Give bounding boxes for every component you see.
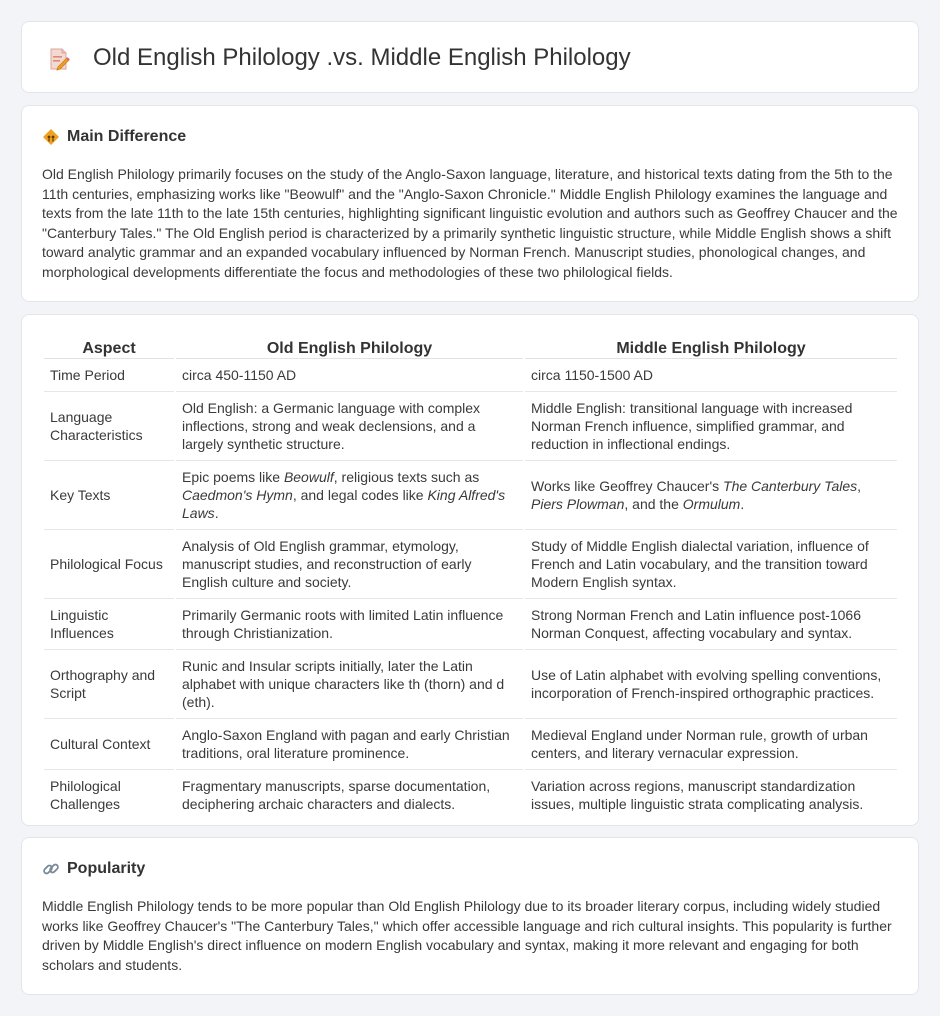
aspect-cell: Linguistic Influences — [44, 599, 174, 650]
header-card — [21, 21, 919, 93]
middle-english-cell: circa 1150-1500 AD — [525, 359, 897, 392]
main-difference-card — [21, 105, 919, 302]
old-english-cell: Runic and Insular scripts initially, later the Latin alphabet with unique characters like th (thorn) and d (eth). — [176, 650, 523, 719]
popularity-text: Middle English Philology tends to be more popular than Old English Philology due to its broader literary corpus, including widely studied works like Geoffrey Chaucer's "The Canterbury Tales," which offer accessible language and rich cultural insights. This popularity is further driven by Middle English's direct influence on modern English vocabulary and syntax, making it more relevant and engaging for both scholars and students. — [42, 898, 892, 973]
aspect-cell: Philological Challenges — [50, 778, 121, 812]
header-aspect: Aspect — [44, 335, 174, 359]
table-row — [44, 359, 897, 392]
aspect-cell: Key Texts — [44, 461, 174, 530]
main-difference-header — [42, 128, 186, 146]
middle-english-cell: Strong Norman French and Latin influence post-1066 Norman Conquest, affecting vocabulary and syntax. — [525, 599, 897, 650]
text-title-alfred: King Alfred's Laws — [182, 487, 506, 521]
table-row — [44, 650, 897, 719]
middle-english-cell: Variation across regions, manuscript standardization issues, multiple linguistic strata complicating analysis. — [531, 778, 864, 812]
text-title-ormulum: Ormulum — [682, 496, 741, 512]
aspect-cell: Time Period — [44, 359, 174, 392]
main-difference-heading: Main Difference — [67, 128, 187, 145]
middle-english-cell: Works like Geoffrey Chaucer's The Canterbury Tales, Piers Plowman, and the Ormulum. — [525, 461, 897, 530]
comparison-table-card — [21, 314, 919, 826]
text-title-beowulf: Beowulf — [283, 469, 334, 485]
old-english-cell: Old English: a Germanic language with complex inflections, strong and weak declensions, and a largely synthetic structure. — [176, 392, 523, 461]
table-row — [44, 599, 897, 650]
old-english-cell: Analysis of Old English grammar, etymology, manuscript studies, and reconstruction of early English culture and society. — [176, 530, 523, 599]
popularity-card — [21, 837, 919, 995]
document-pen-icon — [48, 47, 70, 71]
aspect-cell: Philological Focus — [44, 530, 174, 599]
old-english-cell: Fragmentary manuscripts, sparse documentation, deciphering archaic characters and dialects. — [182, 778, 491, 812]
middle-english-cell: Use of Latin alphabet with evolving spelling conventions, incorporation of French-inspired orthographic practices. — [525, 650, 897, 719]
main-difference-text: Old English Philology primarily focuses on the study of the Anglo-Saxon language, literature, and historical texts dating from the 5th to the 11th centuries, emphasizing works like "Beowulf" and the "Anglo-Saxon Chronicle." Middle English Philology examines the language and texts from the late 11th to the late 15th centuries, highlighting significant linguistic evolution and authors such as Geoffrey Chaucer and the "Canterbury Tales." The Old English period is characterized by a primarily synthetic linguistic structure, while Middle English shows a shift toward analytic grammar and an expanded vocabulary influenced by Norman French. Manuscript studies, phonological changes, and morphological developments differentiate the focus and methodologies of these two philological fields. — [42, 166, 898, 280]
table-row — [44, 461, 897, 530]
old-english-cell: circa 450-1150 AD — [176, 359, 523, 392]
table-row — [44, 719, 897, 770]
table-header-row — [44, 335, 897, 359]
text-title-canterbury: The Canterbury Tales — [723, 478, 858, 494]
link-icon — [42, 860, 60, 878]
popularity-header — [42, 860, 145, 878]
comparison-table — [42, 335, 899, 820]
middle-english-cell: Study of Middle English dialectal variation, influence of French and Latin vocabulary, and the transition toward Modern English syntax. — [525, 530, 897, 599]
popularity-heading: Popularity — [67, 860, 146, 877]
old-english-cell: Primarily Germanic roots with limited Latin influence through Christianization. — [176, 599, 523, 650]
old-english-cell: Anglo-Saxon England with pagan and early Christian traditions, oral literature prominence. — [176, 719, 523, 770]
aspect-cell: Language Characteristics — [44, 392, 174, 461]
aspect-cell: Orthography and Script — [44, 650, 174, 719]
table-row — [44, 392, 897, 461]
text-title-piers: Piers Plowman — [531, 496, 625, 512]
text-title-caedmon: Caedmon's Hymn — [182, 487, 293, 503]
header-middle-english: Middle English Philology — [525, 335, 897, 359]
diamond-sign-icon — [42, 128, 60, 146]
middle-english-cell: Medieval England under Norman rule, growth of urban centers, and literary vernacular expression. — [525, 719, 897, 770]
header-old-english: Old English Philology — [176, 335, 523, 359]
aspect-cell: Cultural Context — [44, 719, 174, 770]
table-row — [44, 530, 897, 599]
table-row — [44, 770, 897, 820]
middle-english-cell: Middle English: transitional language with increased Norman French influence, simplified grammar, and reduction in inflectional endings. — [525, 392, 897, 461]
page-title: Old English Philology .vs. Middle English Philology — [93, 44, 631, 71]
old-english-cell: Epic poems like Beowulf, religious texts such as Caedmon's Hymn, and legal codes like King Alfred's Laws. — [176, 461, 523, 530]
